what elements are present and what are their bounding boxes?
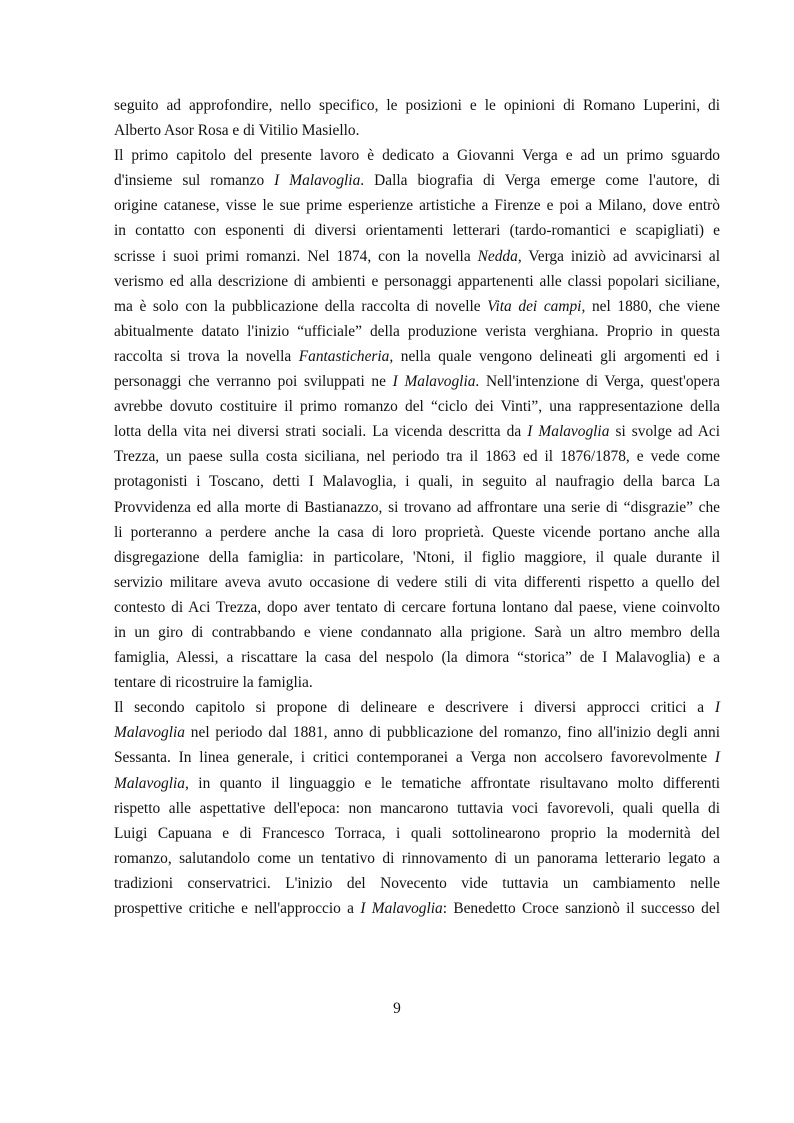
text-line: li porteranno a perdere anche la casa di loro proprietà. Queste vicende portano anche alla — [114, 523, 720, 541]
text-line: in contatto con esponenti di diversi orientamenti letterari (tardo-romantici e scapigliati) e — [114, 222, 720, 240]
text-line: personaggi che verranno poi sviluppati ne I Malavoglia. Nell'intenzione di Verga, quest'opera — [114, 373, 720, 391]
text-line: tradizioni conservatrici. L'inizio del Novecento vide tuttavia un cambiamento nelle — [114, 874, 720, 892]
paragraph-2 — [114, 143, 720, 695]
text-line: tentare di ricostruire la famiglia. — [114, 674, 313, 692]
text-line: Il primo capitolo del presente lavoro è dedicato a Giovanni Verga e ad un primo sguardo — [114, 147, 720, 165]
text-line: prospettive critiche e nell'approccio a I Malavoglia: Benedetto Croce sanzionò il successo del — [114, 900, 720, 917]
text-line: raccolta si trova la novella Fantasticheria, nella quale vengono delineati gli argomenti ed i — [114, 347, 720, 365]
text-line: rispetto alle aspettative dell'epoca: non mancarono tuttavia voci favorevoli, quali quella di — [114, 799, 720, 817]
text-line: Alberto Asor Rosa e di Vitilio Masiello. — [114, 122, 360, 140]
text-line: in un giro di contrabbando e viene condannato alla prigione. Sarà un altro membro della — [114, 623, 720, 641]
text-line: Malavoglia, in quanto il linguaggio e le tematiche affrontate risultavano molto differenti — [114, 774, 720, 792]
page-body — [114, 93, 720, 921]
text-line: servizio militare aveva avuto occasione di vedere stili di vita differenti rispetto a quello del — [114, 573, 720, 591]
text-line: contesto di Aci Trezza, dopo aver tentato di cercare fortuna lontano dal paese, viene coinvolto — [114, 598, 720, 616]
text-line: verismo ed alla descrizione di ambienti e personaggi appartenenti alle classi popolari siciliane, — [114, 272, 720, 290]
text-line: disgregazione della famiglia: in particolare, 'Ntoni, il figlio maggiore, il quale durante il — [114, 548, 720, 566]
text-line: Provvidenza ed alla morte di Bastianazzo, si trovano ad affrontare una serie di “disgrazie” che — [114, 498, 720, 516]
text-line: d'insieme sul romanzo I Malavoglia. Dalla biografia di Verga emerge come l'autore, di — [114, 172, 720, 190]
text-line: Luigi Capuana e di Francesco Torraca, i quali sottolinearono proprio la modernità del — [114, 824, 720, 842]
text-line: seguito ad approfondire, nello specifico, le posizioni e le opinioni di Romano Luperini, di — [114, 97, 720, 114]
text-line: protagonisti i Toscano, detti I Malavoglia, i quali, in seguito al naufragio della barca La — [114, 473, 720, 491]
text-line: ma è solo con la pubblicazione della raccolta di novelle Vita dei campi, nel 1880, che viene — [114, 297, 720, 315]
text-line: abitualmente datato l'inizio “ufficiale” della produzione verista verghiana. Proprio in questa — [114, 322, 720, 340]
text-line: avrebbe dovuto costituire il primo romanzo del “ciclo dei Vinti”, una rappresentazione della — [114, 398, 720, 416]
text-line: Trezza, un paese sulla costa siciliana, nel periodo tra il 1863 ed il 1876/1878, e vede come — [114, 448, 720, 466]
text-line: Sessanta. In linea generale, i critici contemporanei a Verga non accolsero favorevolmente I — [114, 749, 720, 767]
text-line: Il secondo capitolo si propone di delineare e descrivere i diversi approcci critici a I — [114, 699, 720, 717]
text-line: lotta della vita nei diversi strati sociali. La vicenda descritta da I Malavoglia si svolge ad Aci — [114, 423, 720, 441]
page-number: 9 — [393, 1000, 401, 1017]
paragraph-3 — [114, 695, 720, 921]
text-line: romanzo, salutandolo come un tentativo di rinnovamento di un panorama letterario legato a — [114, 849, 720, 867]
text-line: scrisse i suoi primi romanzi. Nel 1874, con la novella Nedda, Verga iniziò ad avvicinarsi al — [114, 247, 720, 265]
text-line: famiglia, Alessi, a riscattare la casa del nespolo (la dimora “storica” de I Malavoglia) e a — [114, 649, 720, 667]
text-line: Malavoglia nel periodo dal 1881, anno di pubblicazione del romanzo, fino all'inizio degli anni — [114, 724, 720, 742]
paragraph-1 — [114, 93, 720, 143]
text-line: origine catanese, visse le sue prime esperienze artistiche a Firenze e poi a Milano, dove entrò — [114, 197, 720, 215]
